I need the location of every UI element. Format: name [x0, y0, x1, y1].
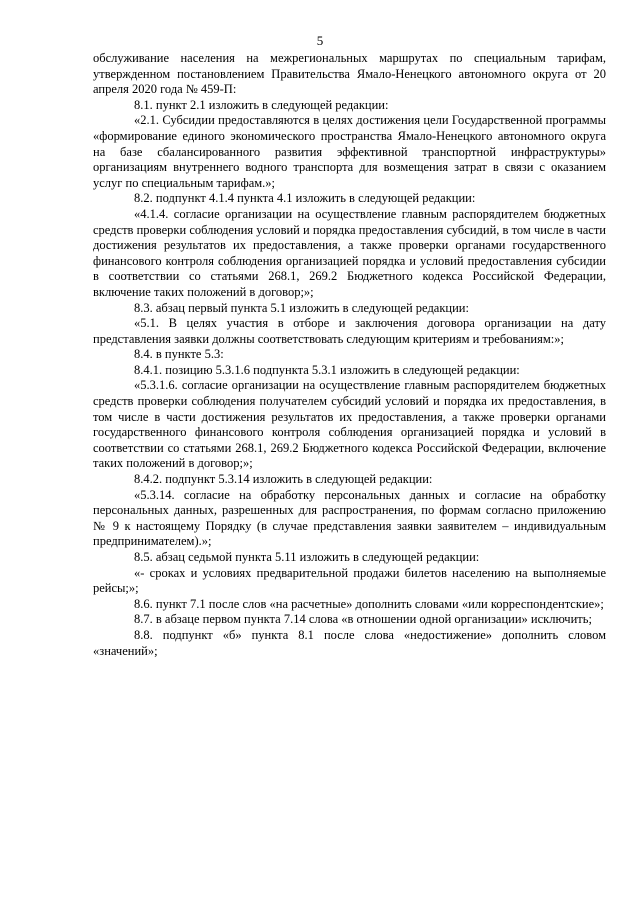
page-number: 5: [316, 33, 324, 48]
paragraph-5-11-text: «- сроках и условиях предварительной продажи билетов населению на выполняемые рейсы;»;: [93, 565, 606, 596]
paragraph-8-4: 8.4. в пункте 5.3:: [134, 347, 224, 362]
paragraph-4-1-4-text: «4.1.4. согласие организации на осуществление главным распорядителем бюджетных средств проверки соблюдения условий и порядка предоставления субсидий, в том числе в части достижения результатов их предоставления, а также проверки органами государственного финансового контроля соблюдения организацией порядка и условий предоставления субсидии в соответствии со статьями 268.1, 269.2 Бюджетного кодекса Российской Федерации, включение таких положений в договор;»;: [93, 206, 606, 299]
paragraph-intro-continuation: обслуживание населения на межрегиональных маршрутах по специальным тарифам, утвержденном постановлением Правительства Ямало-Ненецкого автономного округа от 20 апреля 2020 года № 459-П:: [93, 51, 606, 97]
paragraph-8-1: 8.1. пункт 2.1 изложить в следующей редакции:: [134, 97, 389, 112]
paragraph-8-4-2: 8.4.2. подпункт 5.3.14 изложить в следующей редакции:: [134, 472, 433, 487]
paragraph-8-3: 8.3. абзац первый пункта 5.1 изложить в следующей редакции:: [134, 300, 469, 315]
paragraph-8-2: 8.2. подпункт 4.1.4 пункта 4.1 изложить в следующей редакции:: [134, 191, 476, 206]
paragraph-8-8: 8.8. подпункт «б» пункта 8.1 после слова «недостижение» дополнить словом «значений»;: [93, 627, 606, 658]
paragraph-8-4-1: 8.4.1. позицию 5.3.1.6 подпункта 5.3.1 изложить в следующей редакции:: [134, 362, 520, 377]
document-body: [93, 51, 606, 659]
paragraph-8-6: 8.6. пункт 7.1 после слов «на расчетные» дополнить словами «или корреспондентские»;: [134, 596, 604, 611]
paragraph-5-1-text: «5.1. В целях участия в отборе и заключения договора организации на дату представления заявки должны соответствовать следующим критериям и требованиям:»;: [93, 316, 606, 346]
paragraph-8-5: 8.5. абзац седьмой пункта 5.11 изложить в следующей редакции:: [134, 550, 480, 564]
paragraph-8-7: 8.7. в абзаце первом пункта 7.14 слова «в отношении одной организации» исключить;: [134, 612, 592, 627]
paragraph-2-1-text: «2.1. Субсидии предоставляются в целях достижения цели Государственной программы «формирование единого экономического пространства Ямало-Ненецкого автономного округа на базе сбалансированного развития эффективной транспортной инфраструктуры» организациям внутреннего водного транспорта для возмещения затрат в связи с оказанием услуг по специальным тарифам.»;: [93, 113, 606, 190]
paragraph-5-3-1-6-text: «5.3.1.6. согласие организации на осуществление главным распорядителем бюджетных средств проверки соблюдения получателем субсидий условий и порядка их предоставления, в том числе в части достижения результатов их предоставления, а также проверки органами государственного финансового контроля соблюдения организацией порядка и условий в соответствии со статьями 268.1, 269.2 Бюджетного кодекса Российской Федерации, включение таких положений в договор;»;: [93, 378, 606, 471]
paragraph-5-3-14-text: «5.3.14. согласие на обработку персональных данных и согласие на обработку персональных данных, разрешенных для распространения, по формам согласно приложению № 9 к настоящему Порядку (в случае представления заявки заявителем – индивидуальным предпринимателем).»;: [93, 487, 606, 549]
